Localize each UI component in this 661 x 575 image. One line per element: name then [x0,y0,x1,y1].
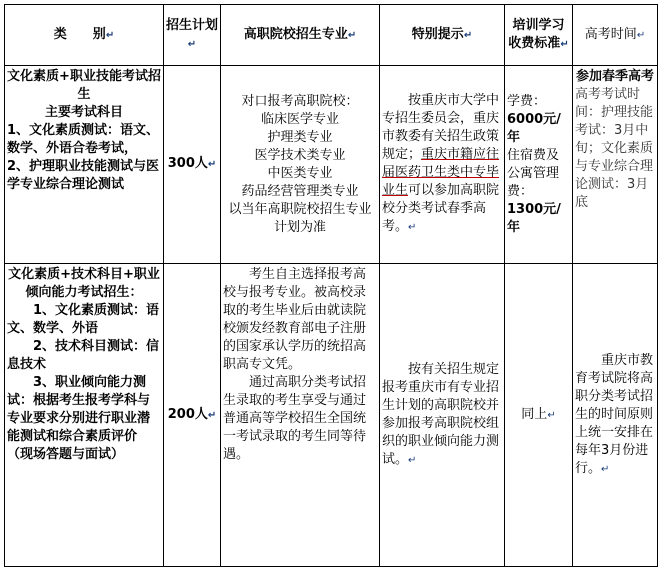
admission-table [4,4,658,567]
table-row [5,66,658,264]
row1-major [221,66,380,264]
table-row [5,264,658,567]
row2-major-paragraph: 通过高职分类考试招生录取的考生享受与通过普通高等学校招生全国统一考试录取的考生同等待遇。 [223,375,367,462]
row1-major-item: 药品经营管理类专业 [241,183,359,199]
header-notes: 特别提示↵ [380,5,505,66]
row1-major-item: 中医类专业 [267,165,333,181]
row1-notes-highlight: 重庆市籍应往届医药卫生类中专毕业生 [382,147,500,198]
row1-major-item: 临床医学专业 [260,111,339,127]
row2-time: 重庆市教育考试院将高职分类考试招生的时间原则上统一安排在每年3月份进行。↵ [573,264,658,567]
row1-category-title: 文化素质+职业技能考试招生 [7,69,161,102]
header-row [5,5,658,66]
row1-major-item: 护理类专业 [267,129,333,145]
row2-notes: 按有关招生规定报考重庆市有专业招生计划的高职院校并参加报考高职院校组织的职业倾向能力测试。↵ [380,264,505,567]
row1-fee-tuition: 6000元/年 [507,111,561,145]
row1-time [573,66,658,264]
header-category: 类 别↵ [5,5,164,66]
row1-major-note: 以当年高职院校招生专业计划为准 [228,201,372,235]
row1-fee-lodging-label: 住宿费及公寓管理费： [507,147,560,199]
header-time: 高考时间↵ [573,5,658,66]
row2-category-item: 1、文化素质测试：语文、数学、外语 [7,303,160,336]
row1-major-intro: 对口报考高职院校： [241,93,359,109]
row1-category-subtitle: 主要考试科目 [44,105,123,120]
row2-category [5,264,164,567]
row2-fee: 同上↵ [505,264,573,567]
row2-category-item: 2、技术科目测试：信息技术 [7,339,160,372]
row2-major-paragraph: 考生自主选择报考高校与报考专业。被高校录取的考生毕业后由就读院校颁发经教育部电子注册的国家承认学历的统招高职高专文凭。 [223,267,367,372]
row2-plan: 200人↵ [164,264,221,567]
header-major: 高职院校招生专业↵ [221,5,380,66]
row2-major [221,264,380,567]
row1-major-item: 医学技术类专业 [254,147,346,163]
row2-category-item: 3、职业倾向能力测试：根据考生报考学科与专业要求分别进行职业潜能测试和综合素质评价（现场答题与面试） [7,375,151,462]
row1-category-item: 2、护理职业技能测试与医学专业综合理论测试 [7,159,160,192]
header-plan: 招生计划↵ [164,5,221,66]
row1-plan: 300人↵ [164,66,221,264]
row1-time-title: 参加春季高考 [575,69,654,84]
row1-notes: 按重庆市大学中专招生委员会，重庆市教委有关招生政策规定；重庆市籍应往届医药卫生类中专毕业生可以参加高职院校分类考试春季高考。↵ [380,66,505,264]
row2-category-title: 文化素质+技术科目+职业倾向能力考试招生： [8,267,160,300]
row1-category-item: 1、文化素质测试：语文、数学、外语合卷考试， [7,123,160,156]
header-fee: 培训学习收费标准↵ [505,5,573,66]
row1-time-detail: 高考考试时间：护理技能考试：3月中旬；文化素质与专业综合理论测试：3月底 [575,87,654,210]
row1-fee-lodging: 1300元/年 [507,201,561,235]
row1-fee: 学费： 6000元/年 住宿费及公寓管理费： 1300元/年 [505,66,573,264]
row1-category [5,66,164,264]
